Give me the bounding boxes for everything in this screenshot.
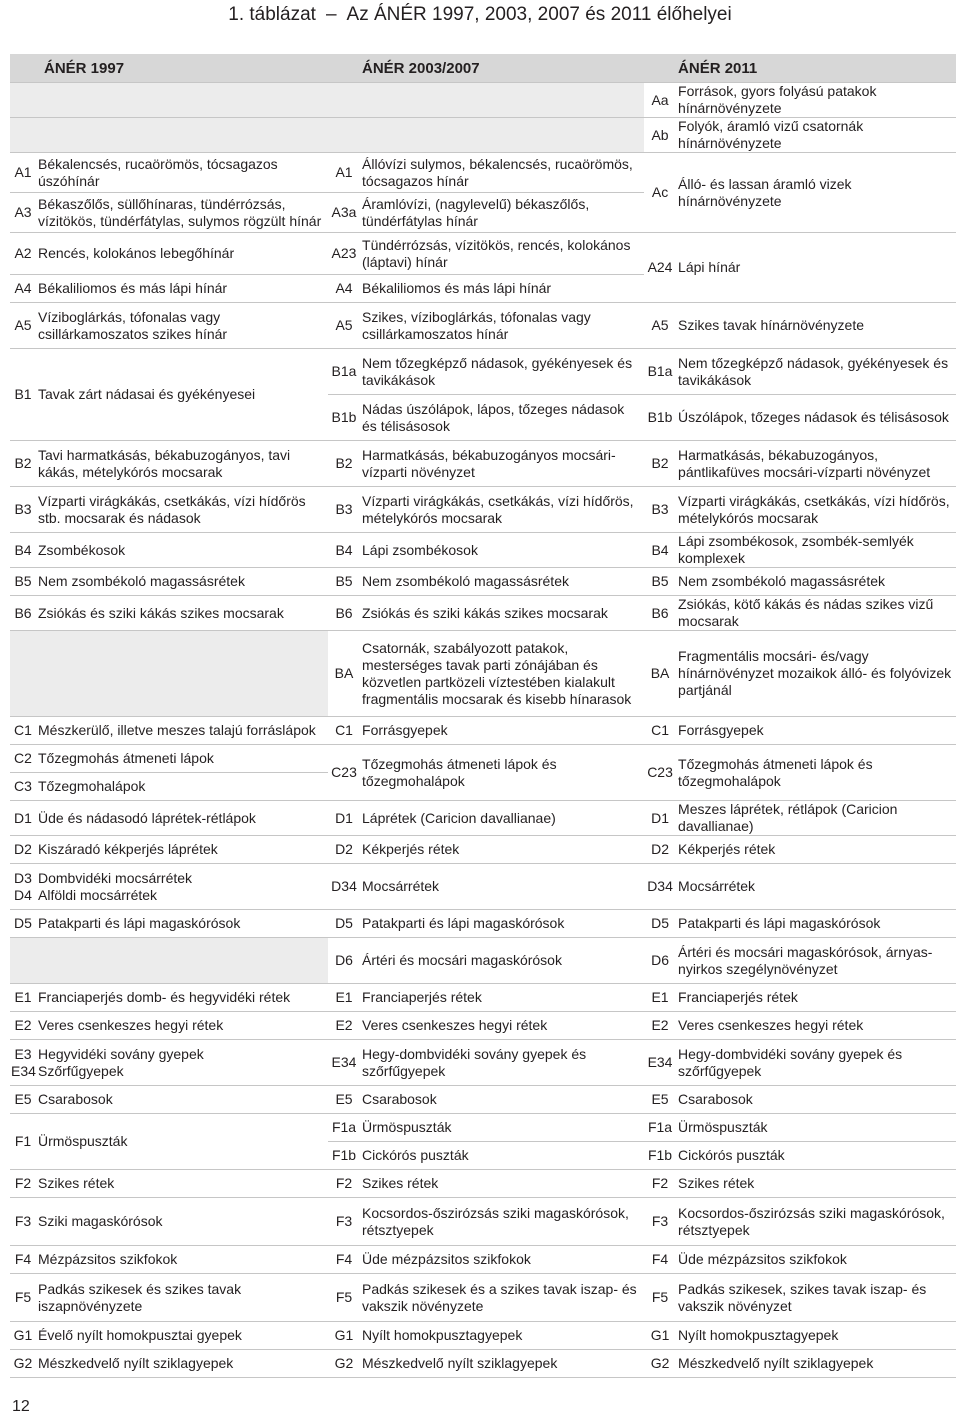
code-1997: B4 [10,533,36,568]
text-1997: Nem zsombékoló magassásrétek [36,568,328,596]
code-2011: C1 [644,717,676,745]
text-2011: Nyílt homokpusztagyepek [676,1322,956,1350]
code-2011: F5 [644,1274,676,1322]
habitat-table-container [10,54,956,1374]
text-line: Alföldi mocsárrétek [38,886,158,903]
code-2003: F1b [328,1142,360,1170]
code-2011: E5 [644,1086,676,1114]
text-2003: Békaliliomos és más lápi hínár [360,275,644,303]
code-2003: B1b [328,395,360,441]
text-2003: Veres csenkeszes hegyi rétek [360,1012,644,1040]
table-row [10,717,956,745]
text-1997: Sziki magaskórósok [36,1198,328,1246]
empty-cell [36,118,328,153]
code-2003: F5 [328,1274,360,1322]
text-2011: Kékperjés rétek [676,836,956,864]
text-2011: Ürmöspuszták [676,1114,956,1142]
text-1997: Szikes rétek [36,1170,328,1198]
code-line: D3 [14,869,32,886]
text-1997: Békaliliomos és más lápi hínár [36,275,328,303]
empty-cell [10,83,36,118]
text-2003: Zsiókás és sziki kákás szikes mocsarak [360,596,644,631]
code-2011: D6 [644,938,676,984]
text-2011: Álló- és lassan áramló vizek hínárnövényzete [676,153,956,233]
table-row [10,487,956,533]
code-2011: F1a [644,1114,676,1142]
text-1997: Veres csenkeszes hegyi rétek [36,1012,328,1040]
code-1997: F2 [10,1170,36,1198]
code-2011: B4 [644,533,676,568]
code-2011: F2 [644,1170,676,1198]
text-1997: Tavi harmatkásás, békabuzogányos, tavi kákás, mételykórós mocsarak [36,441,328,487]
header-2011: ÁNÉR 2011 [644,54,956,83]
code-2003: B5 [328,568,360,596]
text-2011: Nem tőzegképző nádasok, gyékényesek és tavikákások [676,349,956,395]
text-2003: Cickórós puszták [360,1142,644,1170]
text-1997: Zsiókás és sziki kákás szikes mocsarak [36,596,328,631]
text-2011: Tőzegmohás átmeneti lápok és tőzegmohalápok [676,745,956,801]
code-1997: C2 [10,745,36,773]
text-2003: Padkás szikesek és a szikes tavak iszap- és vakszik növényzete [360,1274,644,1322]
table-row [10,745,956,773]
code-line: D4 [14,886,32,903]
table-row [10,984,956,1012]
text-2003: Franciaperjés rétek [360,984,644,1012]
header-2003-2007: ÁNÉR 2003/2007 [328,54,644,83]
code-line: E34 [11,1062,36,1079]
text-2011: Szikes rétek [676,1170,956,1198]
text-1997: Mészkerülő, illetve meszes talajú forráslápok [36,717,328,745]
code-2011: B3 [644,487,676,533]
code-1997: C3 [10,773,36,801]
code-1997: A5 [10,303,36,349]
text-1997: Zsombékosok [36,533,328,568]
text-1997: Padkás szikesek és szikes tavak iszapnövényzete [36,1274,328,1322]
code-2011: Ab [644,118,676,153]
code-2011: D5 [644,910,676,938]
text-1997: Mézpázsitos szikfokok [36,1246,328,1274]
code-1997: B5 [10,568,36,596]
empty-cell [328,83,360,118]
code-1997: B2 [10,441,36,487]
text-2003: Vízparti virágkákás, csetkákás, vízi hídőrös, mételykórós mocsarak [360,487,644,533]
code-2011: E1 [644,984,676,1012]
table-row [10,1274,956,1322]
empty-cell [36,631,328,717]
code-2003: A3a [328,193,360,233]
text-2003: Kocsordos-őszirózsás sziki magaskórósok, rétsztyepek [360,1198,644,1246]
text-2011: Hegy-dombvidéki sovány gyepek és szőrfűgyepek [676,1040,956,1086]
code-1997: A4 [10,275,36,303]
text-2003: Nem tőzegképző nádasok, gyékényesek és tavikákások [360,349,644,395]
empty-cell [10,631,36,717]
table-row [10,938,956,984]
code-1997: B6 [10,596,36,631]
table-row [10,441,956,487]
code-1997 [10,1040,36,1086]
code-2003: B3 [328,487,360,533]
text-2011: Ártéri és mocsári magaskórósok, árnyas-nyirkos szegélynövényzet [676,938,956,984]
code-1997: G2 [10,1350,36,1378]
text-2003: Kékperjés rétek [360,836,644,864]
code-2003: D1 [328,801,360,836]
code-2011: A5 [644,303,676,349]
text-1997: Vízparti virágkákás, csetkákás, vízi hídőrös stb. mocsarak és nádasok [36,487,328,533]
code-1997: G1 [10,1322,36,1350]
code-1997: F1 [10,1114,36,1170]
code-2003: BA [328,631,360,717]
empty-cell [360,118,644,153]
text-2003: Áramlóvízi, (nagylevelű) békaszőlős, tündérfátylas hínár [360,193,644,233]
table-row [10,596,956,631]
table-row [10,801,956,836]
text-1997: Üde és nádasodó láprétek-rétlápok [36,801,328,836]
code-1997: D2 [10,836,36,864]
code-2003: G2 [328,1350,360,1378]
code-2011: A24 [644,233,676,303]
code-2003: G1 [328,1322,360,1350]
table-row [10,1170,956,1198]
table-row [10,118,956,153]
text-2011: Fragmentális mocsári- és/vagy hínárnövényzet mozaikok álló- és folyóvizek partjánál [676,631,956,717]
code-2003: F4 [328,1246,360,1274]
page-number: 12 [12,1398,30,1415]
code-2011: B6 [644,596,676,631]
code-2003: C23 [328,745,360,801]
code-2011: BA [644,631,676,717]
text-2011: Meszes láprétek, rétlápok (Caricion davallianae) [676,801,956,836]
code-2003: D2 [328,836,360,864]
table-row [10,864,956,910]
empty-cell [36,83,328,118]
text-2003: Tőzegmohás átmeneti lápok és tőzegmohalápok [360,745,644,801]
code-2003: E2 [328,1012,360,1040]
code-2011: F4 [644,1246,676,1274]
text-2011: Padkás szikesek, szikes tavak iszap- és vakszik növényzet [676,1274,956,1322]
table-row [10,1350,956,1378]
empty-cell [10,118,36,153]
code-1997: F3 [10,1198,36,1246]
code-1997: D1 [10,801,36,836]
code-1997: F5 [10,1274,36,1322]
code-2011: C23 [644,745,676,801]
text-2011: Zsiókás, kötő kákás és nádas szikes vizű mocsarak [676,596,956,631]
empty-cell [328,118,360,153]
code-2003: A1 [328,153,360,193]
text-2003: Mészkedvelő nyílt sziklagyepek [360,1350,644,1378]
code-2003: E5 [328,1086,360,1114]
text-2011: Mocsárrétek [676,864,956,910]
text-1997 [36,864,328,910]
table-row [10,533,956,568]
text-2003: Patakparti és lápi magaskórósok [360,910,644,938]
code-2003: B4 [328,533,360,568]
text-1997: Ürmöspuszták [36,1114,328,1170]
text-2011: Vízparti virágkákás, csetkákás, vízi hídőrös, mételykórós mocsarak [676,487,956,533]
code-2011: G2 [644,1350,676,1378]
text-2003: Forrásgyepek [360,717,644,745]
code-2003: C1 [328,717,360,745]
code-1997: E2 [10,1012,36,1040]
code-1997: A1 [10,153,36,193]
text-1997: Csarabosok [36,1086,328,1114]
code-2011: B5 [644,568,676,596]
code-2003: B6 [328,596,360,631]
text-line: Szőrfűgyepek [38,1062,124,1079]
code-1997: C1 [10,717,36,745]
text-2003: Nem zsombékoló magassásrétek [360,568,644,596]
text-2011: Veres csenkeszes hegyi rétek [676,1012,956,1040]
code-2003: D6 [328,938,360,984]
table-row [10,631,956,717]
code-2003: F2 [328,1170,360,1198]
code-2003: D34 [328,864,360,910]
table-number: 1. táblázat [228,4,316,25]
text-2011: Cickórós puszták [676,1142,956,1170]
text-2003: Harmatkásás, békabuzogányos mocsári-vízparti növényzet [360,441,644,487]
table-row [10,1086,956,1114]
text-1997: Évelő nyílt homokpusztai gyepek [36,1322,328,1350]
text-1997: Kiszáradó kékperjés láprétek [36,836,328,864]
text-2011: Folyók, áramló vizű csatornák hínárnövényzete [676,118,956,153]
text-line: Hegyvidéki sovány gyepek [38,1045,204,1062]
text-2011: Forrásgyepek [676,717,956,745]
code-1997 [10,864,36,910]
empty-cell [36,938,328,984]
code-2011: F1b [644,1142,676,1170]
text-2011: Kocsordos-őszirózsás sziki magaskórósok, rétsztyepek [676,1198,956,1246]
text-2011: Lápi zsombékosok, zsombék-semlyék komplexek [676,533,956,568]
text-1997: Tőzegmohalápok [36,773,328,801]
code-1997: D5 [10,910,36,938]
text-2003: Csatornák, szabályozott patakok, mesterséges tavak parti zónájában és közvetlen partközeli víztestében kialakult fragmentális mocsarak és kisebb hínarasok [360,631,644,717]
table-row [10,568,956,596]
table-row [10,83,956,118]
text-2011: Csarabosok [676,1086,956,1114]
code-2011: D1 [644,801,676,836]
table-row [10,910,956,938]
text-1997: Franciaperjés domb- és hegyvidéki rétek [36,984,328,1012]
code-2011: D2 [644,836,676,864]
table-row [10,349,956,395]
text-2003: Szikes, víziboglárkás, tófonalas vagy csillárkamoszatos hínár [360,303,644,349]
table-row [10,1246,956,1274]
code-1997: B1 [10,349,36,441]
text-2011: Nem zsombékoló magassásrétek [676,568,956,596]
table-row [10,836,956,864]
title-dash: – [325,4,337,25]
text-2011: Franciaperjés rétek [676,984,956,1012]
code-2011: E2 [644,1012,676,1040]
code-2003: B2 [328,441,360,487]
text-1997: Tavak zárt nádasai és gyékényesei [36,349,328,441]
code-2011: D34 [644,864,676,910]
table-title [0,2,960,28]
text-1997 [36,1040,328,1086]
text-2011: Úszólápok, tőzeges nádasok és télisásosok [676,395,956,441]
code-1997: B3 [10,487,36,533]
text-2011: Források, gyors folyású patakok hínárnövényzete [676,83,956,118]
text-2011: Üde mézpázsitos szikfokok [676,1246,956,1274]
table-row [10,1198,956,1246]
text-line: Dombvidéki mocsárrétek [38,869,193,886]
text-2003: Üde mézpázsitos szikfokok [360,1246,644,1274]
code-2003: A5 [328,303,360,349]
text-2011: Patakparti és lápi magaskórósok [676,910,956,938]
text-1997: Békalencsés, rucaörömös, tócsagazos úszóhínár [36,153,328,193]
code-2003: D5 [328,910,360,938]
text-2003: Lápi zsombékosok [360,533,644,568]
code-2011: G1 [644,1322,676,1350]
text-2003: Csarabosok [360,1086,644,1114]
text-2003: Láprétek (Caricion davallianae) [360,801,644,836]
table-header-row [10,54,956,83]
code-2011: Aa [644,83,676,118]
table-caption: Az ÁNÉR 1997, 2003, 2007 és 2011 élőhelyei [346,4,732,25]
table-row [10,1012,956,1040]
empty-cell [10,938,36,984]
code-2011: B2 [644,441,676,487]
text-2011: Harmatkásás, békabuzogányos, pántlikafüves mocsári-vízparti növényzet [676,441,956,487]
code-2011: F3 [644,1198,676,1246]
text-2003: Nádas úszólápok, lápos, tőzeges nádasok és télisásosok [360,395,644,441]
code-1997: E1 [10,984,36,1012]
text-2003: Nyílt homokpusztagyepek [360,1322,644,1350]
text-1997: Mészkedvelő nyílt sziklagyepek [36,1350,328,1378]
code-2011: E34 [644,1040,676,1086]
code-2011: B1b [644,395,676,441]
code-2011: B1a [644,349,676,395]
code-2003: A4 [328,275,360,303]
code-2003: A23 [328,233,360,275]
text-1997: Rencés, kolokános lebegőhínár [36,233,328,275]
code-1997: F4 [10,1246,36,1274]
text-2003: Tündérrózsás, vízitökös, rencés, kolokános (láptavi) hínár [360,233,644,275]
code-1997: A2 [10,233,36,275]
code-2003: E34 [328,1040,360,1086]
header-1997: ÁNÉR 1997 [10,54,328,83]
text-2003: Mocsárrétek [360,864,644,910]
text-2011: Mészkedvelő nyílt sziklagyepek [676,1350,956,1378]
code-line: E3 [14,1045,32,1062]
code-1997: E5 [10,1086,36,1114]
table-row [10,233,956,275]
code-2003: B1a [328,349,360,395]
habitat-table [10,54,956,1378]
text-2003: Ürmöspuszták [360,1114,644,1142]
text-2003: Hegy-dombvidéki sovány gyepek és szőrfűgyepek [360,1040,644,1086]
text-2003: Ártéri és mocsári magaskórósok [360,938,644,984]
text-1997: Békaszőlős, süllőhínaras, tündérrózsás, vízitökös, tündérfátylas, sulymos rögzült hínár [36,193,328,233]
code-2011: Ac [644,153,676,233]
code-2003: F1a [328,1114,360,1142]
text-2011: Lápi hínár [676,233,956,303]
table-row [10,153,956,193]
empty-cell [360,83,644,118]
text-2003: Szikes rétek [360,1170,644,1198]
text-2011: Szikes tavak hínárnövényzete [676,303,956,349]
text-1997: Patakparti és lápi magaskórósok [36,910,328,938]
table-row [10,1322,956,1350]
table-row [10,303,956,349]
code-2003: E1 [328,984,360,1012]
table-row [10,1040,956,1086]
code-2003: F3 [328,1198,360,1246]
table-row [10,1114,956,1142]
text-2003: Állóvízi sulymos, békalencsés, rucaörömös, tócsagazos hínár [360,153,644,193]
text-1997: Víziboglárkás, tófonalas vagy csillárkamoszatos szikes hínár [36,303,328,349]
code-1997: A3 [10,193,36,233]
text-1997: Tőzegmohás átmeneti lápok [36,745,328,773]
